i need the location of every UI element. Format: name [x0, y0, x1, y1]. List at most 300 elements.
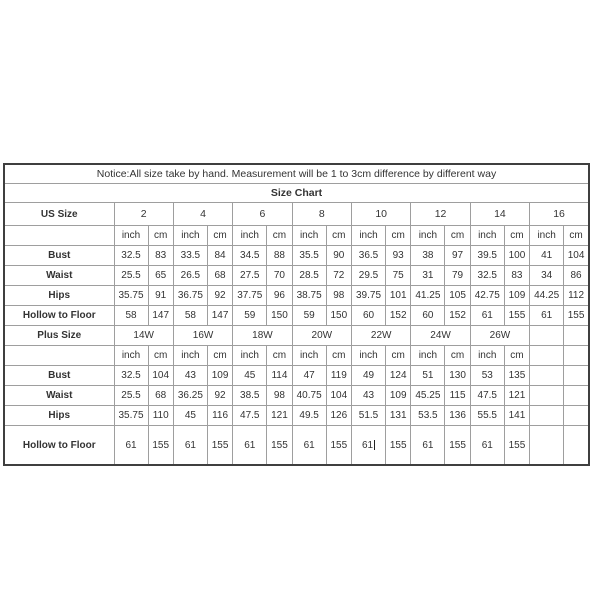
- measurement-value: [564, 306, 589, 326]
- measurement-row: [4, 366, 589, 386]
- measurement-value: [530, 246, 564, 266]
- size-header-row: [4, 326, 589, 346]
- value-text: 32.5: [121, 370, 141, 381]
- value-text: 104: [567, 250, 585, 261]
- value-text: 131: [389, 410, 407, 421]
- measurement-value: [207, 366, 232, 386]
- empty-cell: [564, 366, 589, 386]
- measurement-value: [326, 286, 351, 306]
- value-text: 136: [449, 410, 466, 421]
- measurement-value: [470, 426, 504, 466]
- empty-cell: [530, 386, 564, 406]
- value-text: 126: [330, 410, 348, 421]
- value-text: 114: [271, 370, 288, 381]
- value-text: 43: [362, 390, 375, 401]
- unit-header: inch: [114, 226, 148, 246]
- value-text: 35.75: [118, 290, 144, 301]
- measurement-value: [386, 366, 411, 386]
- value-text: 86: [570, 270, 582, 281]
- unit-header: inch: [114, 346, 148, 366]
- size-header: 24W: [411, 326, 470, 346]
- empty-cell: [564, 346, 589, 366]
- measurement-value: [504, 426, 529, 466]
- measurement-value: [233, 366, 267, 386]
- value-text: 109: [508, 290, 526, 301]
- value-text: 35.5: [299, 250, 319, 261]
- measurement-value: [233, 306, 267, 326]
- row-label: Bust: [4, 246, 114, 266]
- measurement-value: [207, 306, 232, 326]
- measurement-value: [386, 286, 411, 306]
- measurement-row: [4, 426, 589, 466]
- unit-header: inch: [292, 226, 326, 246]
- measurement-value: [445, 426, 470, 466]
- unit-header: cm: [564, 226, 589, 246]
- unit-header: inch: [411, 226, 445, 246]
- unit-header: inch: [352, 346, 386, 366]
- size-header: 22W: [352, 326, 411, 346]
- empty-cell: [530, 326, 564, 346]
- measurement-value: [470, 286, 504, 306]
- row-label: Waist: [4, 266, 114, 286]
- measurement-value: [173, 366, 207, 386]
- measurement-value: [504, 246, 529, 266]
- value-text: 58: [125, 310, 137, 321]
- measurement-value: [326, 426, 351, 466]
- measurement-value: [114, 406, 148, 426]
- measurement-value: [114, 426, 148, 466]
- measurement-value: [326, 246, 351, 266]
- empty-cell: [564, 406, 589, 426]
- value-text: 70: [273, 270, 285, 281]
- measurement-value: [445, 266, 470, 286]
- unit-header: inch: [233, 226, 267, 246]
- measurement-value: [352, 406, 386, 426]
- measurement-value: [386, 266, 411, 286]
- measurement-value: [386, 386, 411, 406]
- value-text: 155: [567, 310, 585, 321]
- size-header: 18W: [233, 326, 292, 346]
- measurement-value: [267, 246, 292, 266]
- measurement-value: [470, 406, 504, 426]
- value-text: 155: [449, 439, 466, 451]
- value-text: 96: [273, 290, 285, 301]
- unit-header: inch: [173, 226, 207, 246]
- measurement-value: [530, 286, 564, 306]
- row-label: Bust: [4, 366, 114, 386]
- measurement-value: [233, 286, 267, 306]
- measurement-value: [326, 406, 351, 426]
- measurement-value: [173, 386, 207, 406]
- value-text: 41: [541, 250, 553, 261]
- measurement-value: [352, 306, 386, 326]
- size-header: 16: [530, 203, 589, 226]
- measurement-value: [564, 266, 589, 286]
- value-text: 53.5: [418, 410, 438, 421]
- measurement-value: [267, 426, 292, 466]
- unit-header: inch: [470, 226, 504, 246]
- measurement-value: [114, 266, 148, 286]
- value-text: 68: [155, 390, 167, 401]
- measurement-value: [233, 386, 267, 406]
- value-text: 38.75: [296, 290, 322, 301]
- value-text: 61: [541, 310, 553, 321]
- measurement-value: [530, 266, 564, 286]
- value-text: 79: [452, 270, 464, 281]
- measurement-value: [504, 366, 529, 386]
- measurement-value: [352, 426, 386, 466]
- measurement-value: [352, 366, 386, 386]
- value-text: 121: [508, 390, 526, 401]
- measurement-value: [445, 366, 470, 386]
- value-text: 39.75: [355, 290, 382, 301]
- value-text: 68: [214, 270, 226, 281]
- measurement-value: [504, 386, 529, 406]
- measurement-value: [267, 306, 292, 326]
- unit-header: inch: [233, 346, 267, 366]
- unit-header: cm: [207, 226, 232, 246]
- empty-cell: [530, 406, 564, 426]
- value-text: 39.5: [477, 250, 497, 261]
- unit-header: inch: [292, 346, 326, 366]
- value-text: 152: [389, 310, 407, 321]
- measurement-value: [207, 386, 232, 406]
- value-text: 60: [362, 310, 375, 321]
- measurement-row: [4, 246, 589, 266]
- value-text: 59: [244, 310, 256, 321]
- measurement-value: [386, 246, 411, 266]
- measurement-value: [292, 286, 326, 306]
- value-text: 36.25: [177, 390, 203, 401]
- value-text: 98: [273, 390, 285, 401]
- value-text: 25.5: [121, 270, 141, 281]
- measurement-value: [352, 286, 386, 306]
- measurement-value: [470, 266, 504, 286]
- value-text: 31: [422, 270, 434, 281]
- measurement-value: [445, 406, 470, 426]
- measurement-value: [267, 286, 292, 306]
- measurement-value: [411, 306, 445, 326]
- measurement-row: [4, 286, 589, 306]
- measurement-value: [207, 266, 232, 286]
- value-text: 116: [212, 410, 229, 421]
- value-text: 51: [422, 370, 434, 381]
- empty-cell: [564, 326, 589, 346]
- measurement-value: [233, 266, 267, 286]
- measurement-value: [326, 266, 351, 286]
- value-text: 61: [361, 439, 374, 451]
- value-text: 58: [184, 310, 196, 321]
- value-text: 92: [214, 390, 226, 401]
- value-text: 72: [333, 270, 345, 281]
- measurement-value: [445, 386, 470, 406]
- unit-header: inch: [411, 346, 445, 366]
- value-text: 25.5: [121, 390, 141, 401]
- measurement-value: [504, 306, 529, 326]
- unit-header: cm: [207, 346, 232, 366]
- measurement-value: [386, 306, 411, 326]
- measurement-value: [114, 306, 148, 326]
- unit-header: inch: [173, 346, 207, 366]
- value-text: 104: [152, 370, 170, 381]
- measurement-value: [173, 246, 207, 266]
- measurement-value: [233, 246, 267, 266]
- value-text: 155: [508, 310, 526, 321]
- value-text: 41.25: [415, 290, 441, 301]
- value-text: 104: [330, 390, 348, 401]
- measurement-row: [4, 306, 589, 326]
- value-text: 155: [508, 439, 526, 451]
- value-text: 109: [389, 390, 407, 401]
- measurement-value: [267, 366, 292, 386]
- value-text: 49.5: [299, 410, 319, 421]
- value-text: 119: [330, 370, 347, 381]
- value-text: 155: [271, 439, 288, 451]
- unit-header: inch: [470, 346, 504, 366]
- value-text: 155: [330, 439, 348, 451]
- unit-header: cm: [267, 346, 292, 366]
- value-text: 51.5: [358, 410, 379, 421]
- value-text: 112: [568, 290, 585, 301]
- size-header: 12: [411, 203, 470, 226]
- value-text: 44.25: [534, 290, 560, 301]
- measurement-value: [411, 246, 445, 266]
- value-text: 147: [211, 310, 229, 321]
- empty-cell: [530, 346, 564, 366]
- value-text: 61: [481, 310, 493, 321]
- measurement-value: [352, 266, 386, 286]
- value-text: 49: [362, 370, 375, 381]
- value-text: 61: [481, 439, 493, 451]
- value-text: 55.5: [477, 410, 497, 421]
- size-header: 8: [292, 203, 351, 226]
- measurement-value: [267, 266, 292, 286]
- measurement-row: [4, 266, 589, 286]
- value-text: 36.75: [177, 290, 203, 301]
- value-text: 34.5: [240, 250, 260, 261]
- unit-header: cm: [148, 346, 173, 366]
- row-label: Hollow to Floor: [4, 306, 114, 326]
- value-text: 93: [392, 250, 404, 261]
- size-header: 6: [233, 203, 292, 226]
- measurement-value: [564, 246, 589, 266]
- value-text: 130: [449, 370, 466, 381]
- unit-header: cm: [504, 346, 529, 366]
- value-text: 60: [422, 310, 434, 321]
- measurement-value: [470, 366, 504, 386]
- measurement-value: [504, 406, 529, 426]
- value-text: 105: [449, 290, 466, 301]
- value-text: 53: [481, 370, 493, 381]
- measurement-value: [504, 286, 529, 306]
- value-text: 40.75: [296, 390, 322, 401]
- value-text: 100: [508, 250, 526, 261]
- value-text: 32.5: [477, 270, 497, 281]
- value-text: 32.5: [121, 250, 141, 261]
- value-text: 150: [271, 310, 288, 321]
- value-text: 84: [214, 250, 226, 261]
- measurement-value: [445, 306, 470, 326]
- value-text: 101: [389, 290, 407, 301]
- value-text: 98: [333, 290, 345, 301]
- size-header: 4: [173, 203, 232, 226]
- value-text: 26.5: [180, 270, 201, 281]
- text-cursor: [374, 440, 375, 450]
- row-label: Hollow to Floor: [4, 426, 114, 466]
- value-text: 47.5: [240, 410, 260, 421]
- size-chart-table: [3, 163, 590, 466]
- notice-text: Notice:All size take by hand. Measurement will be 1 to 3cm difference by different way: [4, 164, 589, 184]
- value-text: 36.5: [358, 250, 379, 261]
- unit-header: cm: [504, 226, 529, 246]
- measurement-value: [470, 386, 504, 406]
- measurement-value: [386, 406, 411, 426]
- size-header: 2: [114, 203, 173, 226]
- measurement-value: [326, 306, 351, 326]
- empty-cell: [530, 366, 564, 386]
- measurement-value: [148, 366, 173, 386]
- measurement-value: [173, 426, 207, 466]
- value-text: 29.5: [358, 270, 379, 281]
- measurement-row: [4, 386, 589, 406]
- value-text: 59: [303, 310, 315, 321]
- row-label: [4, 226, 114, 246]
- value-text: 33.5: [180, 250, 201, 261]
- measurement-value: [114, 386, 148, 406]
- value-text: 75: [392, 270, 404, 281]
- measurement-value: [114, 246, 148, 266]
- value-text: 150: [330, 310, 348, 321]
- empty-cell: [564, 386, 589, 406]
- measurement-value: [504, 266, 529, 286]
- measurement-value: [564, 286, 589, 306]
- unit-header: inch: [530, 226, 564, 246]
- value-text: 110: [152, 410, 169, 421]
- measurement-value: [148, 286, 173, 306]
- measurement-value: [148, 406, 173, 426]
- notice-row: [4, 164, 589, 184]
- empty-cell: [564, 426, 589, 466]
- unit-row: [4, 226, 589, 246]
- measurement-value: [386, 426, 411, 466]
- value-text: 61: [244, 439, 256, 451]
- measurement-value: [470, 246, 504, 266]
- value-text: 115: [449, 390, 466, 401]
- measurement-value: [114, 366, 148, 386]
- measurement-value: [148, 426, 173, 466]
- measurement-value: [173, 286, 207, 306]
- unit-header: cm: [148, 226, 173, 246]
- measurement-value: [411, 366, 445, 386]
- value-text: 141: [508, 410, 526, 421]
- value-text: 109: [211, 370, 229, 381]
- value-text: 91: [155, 290, 167, 301]
- measurement-value: [173, 266, 207, 286]
- value-text: 61: [422, 439, 434, 451]
- value-text: 61: [184, 439, 196, 451]
- measurement-value: [207, 286, 232, 306]
- measurement-value: [148, 306, 173, 326]
- unit-header: inch: [352, 226, 386, 246]
- value-text: 152: [449, 310, 466, 321]
- measurement-value: [411, 406, 445, 426]
- measurement-value: [445, 286, 470, 306]
- measurement-value: [470, 306, 504, 326]
- value-text: 42.75: [474, 290, 500, 301]
- value-text: 155: [389, 439, 407, 451]
- measurement-value: [352, 246, 386, 266]
- value-text: 61: [125, 439, 137, 451]
- value-text: 155: [152, 439, 170, 451]
- value-text: 92: [214, 290, 226, 301]
- measurement-value: [530, 306, 564, 326]
- size-header: 14: [470, 203, 529, 226]
- measurement-value: [148, 246, 173, 266]
- unit-header: cm: [386, 346, 411, 366]
- value-text: 88: [273, 250, 285, 261]
- size-header: 14W: [114, 326, 173, 346]
- unit-header: cm: [386, 226, 411, 246]
- value-text: 135: [508, 370, 526, 381]
- size-header-row: [4, 203, 589, 226]
- value-text: 155: [211, 439, 229, 451]
- row-label: US Size: [4, 203, 114, 226]
- value-text: 45: [184, 410, 196, 421]
- empty-cell: [530, 426, 564, 466]
- value-text: 83: [511, 270, 523, 281]
- measurement-value: [148, 266, 173, 286]
- size-header: 10: [352, 203, 411, 226]
- value-text: 47.5: [477, 390, 497, 401]
- measurement-value: [233, 406, 267, 426]
- value-text: 37.75: [237, 290, 263, 301]
- measurement-value: [292, 366, 326, 386]
- measurement-value: [207, 426, 232, 466]
- row-label: Hips: [4, 286, 114, 306]
- value-text: 38.5: [240, 390, 260, 401]
- value-text: 38: [422, 250, 434, 261]
- measurement-value: [292, 386, 326, 406]
- measurement-value: [267, 386, 292, 406]
- unit-header: cm: [326, 346, 351, 366]
- measurement-value: [233, 426, 267, 466]
- value-text: 61: [303, 439, 315, 451]
- size-header: 16W: [173, 326, 232, 346]
- measurement-value: [445, 246, 470, 266]
- measurement-value: [326, 366, 351, 386]
- value-text: 90: [333, 250, 345, 261]
- row-label: Waist: [4, 386, 114, 406]
- value-text: 83: [155, 250, 167, 261]
- measurement-value: [148, 386, 173, 406]
- value-text: 97: [452, 250, 464, 261]
- unit-header: cm: [267, 226, 292, 246]
- unit-header: cm: [445, 346, 470, 366]
- unit-row: [4, 346, 589, 366]
- measurement-value: [326, 386, 351, 406]
- measurement-value: [173, 406, 207, 426]
- value-text: 147: [152, 310, 170, 321]
- measurement-value: [173, 306, 207, 326]
- row-label: Hips: [4, 406, 114, 426]
- value-text: 34: [541, 270, 553, 281]
- measurement-value: [207, 246, 232, 266]
- size-chart-title: Size Chart: [4, 184, 589, 203]
- size-chart-body: [4, 164, 589, 465]
- measurement-value: [411, 286, 445, 306]
- value-text: 45: [244, 370, 256, 381]
- measurement-value: [292, 306, 326, 326]
